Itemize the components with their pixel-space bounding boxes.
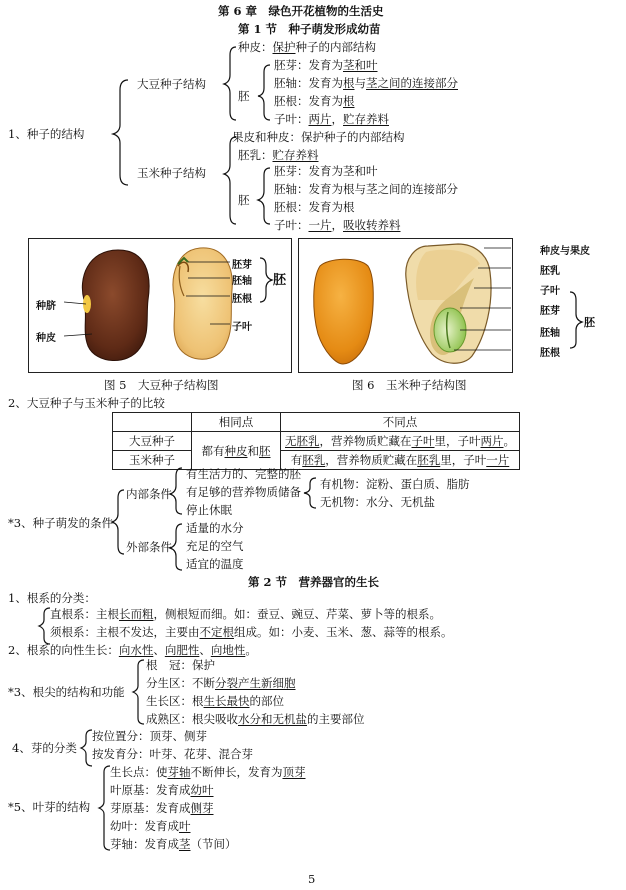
page-number: 5 (308, 872, 316, 886)
bud-primordium: 芽原基：发育成侧芽 (110, 801, 214, 815)
leaf-primordium: 叶原基：发育成幼叶 (110, 783, 214, 797)
root-tip-heading: *3、根尖的结构和功能 (8, 685, 125, 699)
table-header-diff: 不同点 (281, 413, 520, 432)
internal-cond-2: 有足够的营养物质储备 (186, 485, 301, 499)
bud-by-development: 按发育分：叶芽、花芽、混合芽 (92, 747, 253, 761)
row-soybean-diff: 无胚乳，营养物质贮藏在子叶里，子叶两片。 (281, 432, 520, 451)
fig6-label-radicle: 胚根 (540, 348, 560, 359)
fig6-label-embryo: 胚 (584, 316, 595, 329)
corn-plumule: 胚芽：发育为茎和叶 (274, 164, 378, 178)
corn-illustration (298, 238, 511, 371)
fig6-label-hypocotyl: 胚轴 (540, 328, 560, 339)
external-cond-3: 适宜的温度 (186, 557, 244, 571)
internal-cond-3: 停止休眠 (186, 503, 232, 517)
external-cond-2: 充足的空气 (186, 539, 244, 553)
table-header-same: 相同点 (192, 413, 281, 432)
soybean-open-seed-shape (173, 248, 232, 359)
soy-structure-label: 大豆种子结构 (137, 77, 206, 91)
meristem-zone: 分生区：不断分裂产生新细胞 (146, 676, 296, 690)
chapter-title: 第 6 章 绿色开花植物的生活史 (218, 4, 384, 18)
soybean-whole-seed-shape (82, 250, 149, 361)
soy-cotyledon: 子叶：两片，贮存养料 (274, 112, 389, 126)
organic-matter: 有机物：淀粉、蛋白质、脂肪 (320, 477, 470, 491)
soy-hypocotyl: 胚轴：发育为根与茎之间的连接部分 (274, 76, 458, 90)
corn-cotyledon: 子叶：一片，吸收转养料 (274, 218, 401, 232)
fig5-label-cotyledon: 子叶 (232, 322, 252, 333)
corn-seed-coat: 果皮和种皮：保护种子的内部结构 (232, 130, 405, 144)
row-corn-name: 玉米种子 (113, 451, 192, 470)
bud-by-position: 按位置分：顶芽、侧芽 (92, 729, 207, 743)
fig5-label-hypocotyl: 胚轴 (232, 276, 252, 287)
leaf-bud-heading: *5、叶芽的结构 (8, 800, 91, 814)
same-point-cell: 都有种皮和胚 (192, 432, 281, 470)
growing-point: 生长点：使芽轴不断伸长，发育为顶芽 (110, 765, 306, 779)
young-leaf: 幼叶：发育成叶 (110, 819, 191, 833)
corn-embryo-label: 胚 (238, 193, 250, 207)
internal-cond-1: 有生活力的、完整的胚 (186, 467, 301, 481)
germination-heading: *3、种子萌发的条件 (8, 516, 114, 530)
taproot-system: 直根系：主根长而粗，侧根短而细。如：蚕豆、豌豆、芹菜、萝卜等的根系。 (50, 607, 441, 621)
soy-embryo-label: 胚 (238, 89, 250, 103)
fig5-label-hilum: 种脐 (36, 301, 56, 312)
section-title-1: 第 1 节 种子萌发形成幼苗 (238, 22, 381, 36)
row-corn-diff: 有胚乳，营养物质贮藏在胚乳里，子叶一片 (281, 451, 520, 470)
inorganic-matter: 无机物：水分、无机盐 (320, 495, 435, 509)
fig5-label-coat: 种皮 (36, 333, 56, 344)
internal-conditions-label: 内部条件 (126, 487, 172, 501)
figure-5-caption: 图 5 大豆种子结构图 (104, 378, 219, 392)
fibrous-root-system: 须根系：主根不发达，主要由不定根组成。如：小麦、玉米、葱、蒜等的根系。 (50, 625, 453, 639)
external-cond-1: 适量的水分 (186, 521, 244, 535)
fig6-label-endosperm: 胚乳 (540, 266, 560, 277)
corn-hypocotyl: 胚轴：发育为根与茎之间的连接部分 (274, 182, 458, 196)
soy-plumule: 胚芽：发育为茎和叶 (274, 58, 378, 72)
seed-structure-heading: 1、种子的结构 (8, 127, 85, 141)
fig6-label-coat: 种皮与果皮 (540, 246, 590, 257)
section-title-2: 第 2 节 营养器官的生长 (248, 575, 380, 589)
soy-seed-coat: 种皮：保护种子的内部结构 (238, 40, 376, 54)
corn-whole-kernel-shape (314, 259, 374, 364)
maturation-zone: 成熟区：根尖吸收水分和无机盐的主要部位 (146, 712, 365, 726)
fig6-label-cotyledon: 子叶 (540, 286, 560, 297)
root-tropism: 2、根系的向性生长：向水性、向肥性、向地性。 (8, 643, 257, 657)
corn-radicle: 胚根：发育为根 (274, 200, 355, 214)
figure-6-caption: 图 6 玉米种子结构图 (352, 378, 467, 392)
soy-radicle: 胚根：发育为根 (274, 94, 355, 108)
bud-axis: 芽轴：发育成茎（节间） (110, 837, 237, 851)
root-system-heading: 1、根系的分类： (8, 591, 96, 605)
fig6-label-plumule: 胚芽 (540, 306, 560, 317)
fig5-label-plumule: 胚芽 (232, 260, 252, 271)
table-header-empty (113, 413, 192, 432)
root-cap: 根 冠：保护 (146, 658, 215, 672)
bud-classification-heading: 4、芽的分类 (12, 741, 77, 755)
external-conditions-label: 外部条件 (126, 540, 172, 554)
comparison-heading: 2、大豆种子与玉米种子的比较 (8, 396, 165, 410)
fig5-label-embryo: 胚 (273, 273, 287, 288)
corn-endosperm: 胚乳：贮存养料 (238, 148, 319, 162)
row-soybean-name: 大豆种子 (113, 432, 192, 451)
corn-structure-label: 玉米种子结构 (137, 166, 206, 180)
fig5-label-radicle: 胚根 (232, 294, 252, 305)
elongation-zone: 生长区：根生长最快的部位 (146, 694, 284, 708)
